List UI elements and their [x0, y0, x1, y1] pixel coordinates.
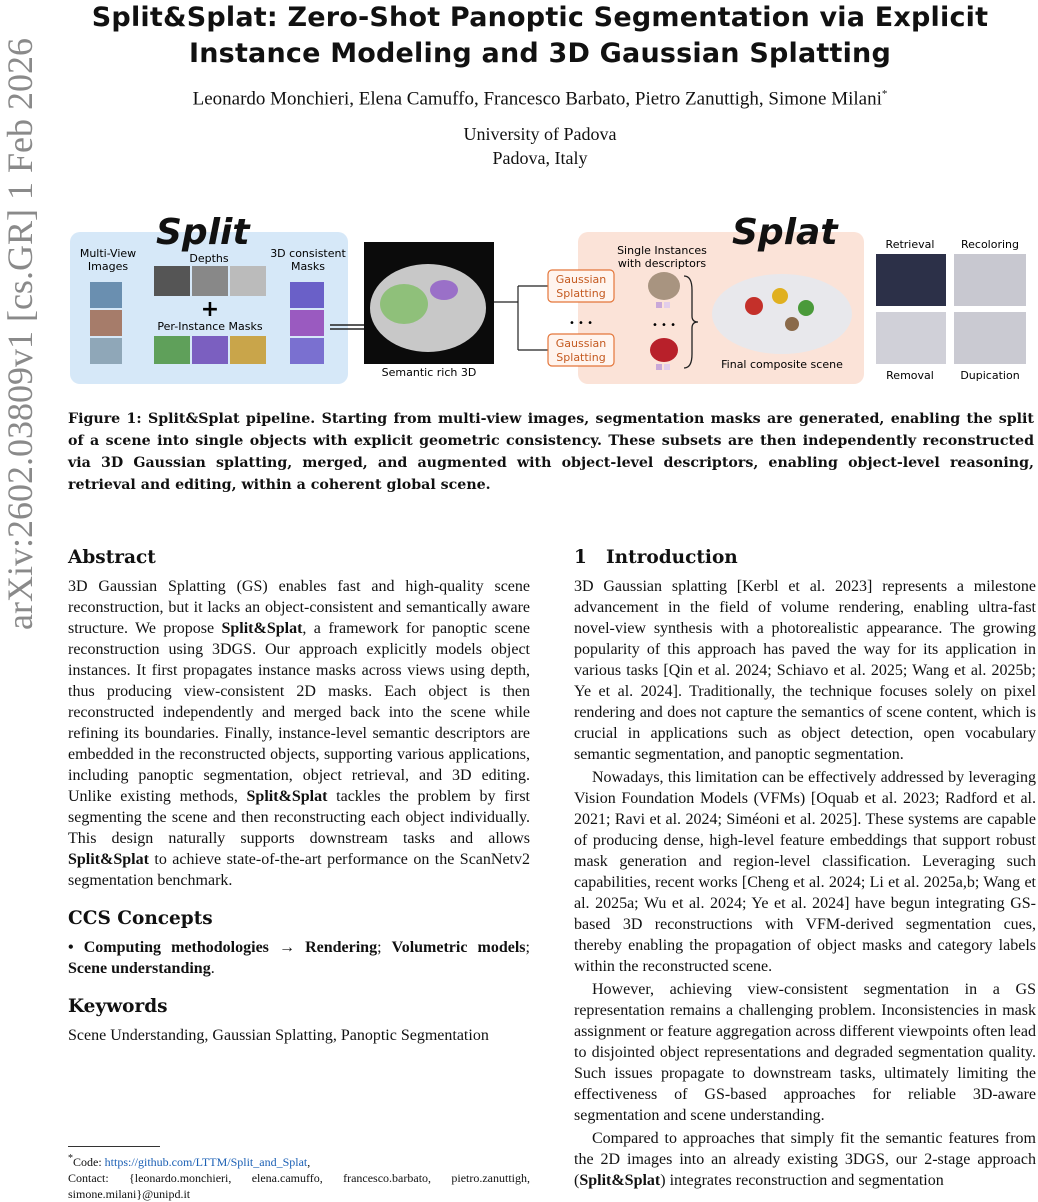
- instance-mask-3: [230, 336, 266, 364]
- instance-object-bottom: [650, 338, 678, 362]
- recoloring-label: Recoloring: [960, 238, 1020, 251]
- title-line-1: Split&Splat: Zero-Shot Panoptic Segmentation via Explicit: [91, 2, 989, 33]
- single-instances-label-2: with descriptors: [617, 257, 707, 270]
- recoloring-image: [954, 254, 1026, 306]
- consistent-mask-1: [290, 282, 324, 308]
- duplication-label: Dupication: [960, 369, 1020, 382]
- semantic-3d-region-green: [380, 284, 428, 324]
- per-instance-label: Per-Instance Masks: [157, 320, 263, 333]
- footnote: [68, 1146, 530, 1202]
- affiliation: [60, 122, 1020, 170]
- keywords-heading: Keywords: [68, 996, 168, 1017]
- removal-label: Removal: [886, 369, 934, 382]
- intro-paragraph-1: 3D Gaussian splatting [Kerbl et al. 2023] represents a milestone advancement in the field of volume rendering, enabling ultra-fast novel-view synthesis with a photorealistic appearance. The growing popularity of this approach has paved the way for its application in various tasks [Qin et al. 2024; Schiavo et al. 2025; Wang et al. 2025b; Ye et al. 2024]. Traditionally, the technique focuses solely on pixel rendering and does not capture the semantics of scene content, which is crucial in applications such as object detection, open vocabulary semantic segmentation, and panoptic segmentation.: [574, 578, 1036, 763]
- final-scene-label: Final composite scene: [721, 358, 843, 371]
- keywords-text: Scene Understanding, Gaussian Splatting, Panoptic Segmentation: [68, 1027, 489, 1044]
- depth-map-2: [192, 266, 228, 296]
- introduction-heading: 1 Introduction: [574, 547, 738, 568]
- retrieval-image: [876, 254, 946, 306]
- retrieval-label: Retrieval: [885, 238, 935, 251]
- splat-title: Splat: [732, 212, 838, 253]
- depth-map-3: [230, 266, 266, 296]
- gs-box-bottom-label-2: Splatting: [556, 351, 606, 364]
- ellipsis-left: • • •: [568, 318, 594, 329]
- final-scene-table: [712, 274, 852, 354]
- intro-paragraph-4: Compared to approaches that simply fit the semantic features from the 2D images into an already existing 3DGS, our 2-stage approach (Split&Splat) integrates reconstruction and segmentation: [574, 1130, 1036, 1189]
- paper-title: [60, 0, 1020, 72]
- multi-view-image-3: [90, 338, 122, 364]
- consistent-mask-2: [290, 310, 324, 336]
- gs-box-top-label-1: Gaussian: [555, 273, 607, 286]
- final-scene-object-4: [785, 317, 799, 331]
- authors-text: Leonardo Monchieri, Elena Camuffo, Francesco Barbato, Pietro Zanuttigh, Simone Milani: [192, 88, 882, 110]
- gs-box-bottom-label-1: Gaussian: [555, 337, 607, 350]
- footnote-contact: Contact: {leonardo.monchieri, elena.camuffo, francesco.barbato, pietro.zanuttigh, simone.milani}@unipd.it: [68, 1171, 530, 1201]
- footnote-rule: [68, 1146, 160, 1147]
- instance-mask-2: [192, 336, 228, 364]
- ellipsis-middle: • • •: [651, 320, 677, 331]
- pipeline-figure: [64, 210, 1034, 390]
- semantic-3d-region-purple: [430, 280, 458, 300]
- descriptor-swatch-top-2: [664, 302, 670, 308]
- code-link[interactable]: https://github.com/LTTM/Split_and_Splat: [104, 1155, 308, 1169]
- descriptor-swatch-bottom-2: [664, 364, 670, 370]
- figure-caption: Figure 1: Split&Splat pipeline. Starting from multi-view images, segmentation masks are generated, enabling the split of a scene into single objects with explicit geometric consistency. These subsets are then independently reconstructed via 3D Gaussian splatting, merged, and augmented with object-level descriptors, enabling object-level reasoning, retrieval and editing, within a coherent global scene.: [68, 411, 1034, 493]
- final-scene-object-2: [772, 288, 788, 304]
- author-list: [60, 88, 1020, 110]
- consistent-label-1: 3D consistent: [270, 247, 346, 260]
- final-scene-object-1: [745, 297, 763, 315]
- abstract-heading: Abstract: [68, 547, 156, 568]
- affiliation-university: University of Padova: [463, 124, 617, 144]
- plus-sign: +: [200, 297, 220, 322]
- semantic-3d-label: Semantic rich 3D: [381, 366, 477, 379]
- removal-image: [876, 312, 946, 364]
- affiliation-location: Padova, Italy: [492, 148, 588, 168]
- consistent-label-2: Masks: [290, 260, 326, 273]
- title-line-2: Instance Modeling and 3D Gaussian Splatting: [189, 38, 891, 69]
- consistent-mask-3: [290, 338, 324, 364]
- intro-paragraph-3: However, achieving view-consistent segmentation in a GS representation remains a challenging problem. Inconsistencies in mask assignment or feature aggregation across different viewpoints often lead to disjointed object representations and degraded segmentation quality. Such issues propagate to downstream tasks, ultimately limiting the effectiveness of GS-based approaches for reliable 3D-aware segmentation and scene understanding.: [574, 981, 1036, 1124]
- instance-mask-1: [154, 336, 190, 364]
- descriptor-swatch-top-1: [656, 302, 662, 308]
- multi-view-label-1: Multi-View: [79, 247, 137, 260]
- single-instances-label-1: Single Instances: [617, 244, 707, 257]
- instance-object-top: [648, 272, 680, 300]
- author-footnote-marker: *: [881, 88, 888, 100]
- final-scene-object-3: [798, 300, 814, 316]
- ccs-heading: CCS Concepts: [68, 908, 213, 929]
- multi-view-image-1: [90, 282, 122, 308]
- abstract-text: 3D Gaussian Splatting (GS) enables fast and high-quality scene reconstruction, but it lacks an object-consistent and semantically aware structure. We propose Split&Splat, a framework for panoptic scene reconstruction using 3DGS. Our approach explicitly models object instances. It first propagates instance masks across views using depth, thus producing view-consistent 2D masks. Each object is then reconstructed independently and merged back into the scene while refining its boundaries. Finally, instance-level semantic descriptors are embedded in the reconstructed objects, supporting various applications, including panoptic segmentation, object retrieval, and 3D editing. Unlike existing methods, Split&Splat tackles the problem by first segmenting the scene and then reconstructing each object individually. This design naturally supports downstream tasks and allows Split&Splat to achieve state-of-the-art performance on the ScanNetv2 segmentation benchmark.: [68, 578, 531, 889]
- right-column: [574, 544, 1036, 1191]
- intro-paragraph-2: Nowadays, this limitation can be effectively addressed by leveraging Vision Foundation Models (VFMs) [Oquab et al. 2023; Radford et al. 2021; Ravi et al. 2024; Siméoni et al. 2025]. These systems are capable of producing dense, high-level feature embeddings that support robust mask generation and region-level classification. Leveraging such capabilities, recent works [Cheng et al. 2024; Li et al. 2025a,b; Wang et al. 2025a; Wu et al. 2024; Ye et al. 2024] have begun integrating GS-based 3D reconstructions with VFM-derived segmentation cues, thereby enabling the propagation of object masks and category labels within the reconstructed scene.: [574, 769, 1036, 975]
- footnote-code: *Code: https://github.com/LTTM/Split_and_Splat,: [68, 1153, 311, 1169]
- multi-view-image-2: [90, 310, 122, 336]
- descriptor-swatch-bottom-1: [656, 364, 662, 370]
- duplication-image: [954, 312, 1026, 364]
- ccs-text: • Computing methodologies → Rendering; Volumetric models; Scene understanding.: [68, 939, 530, 977]
- depth-map-1: [154, 266, 190, 296]
- depths-label: Depths: [189, 252, 229, 265]
- multi-view-label-2: Images: [87, 260, 129, 273]
- arxiv-identifier: arXiv:2602.03809v1 [cs.GR] 1 Feb 2026: [0, 38, 40, 630]
- left-column: [68, 544, 530, 1046]
- gs-box-top-label-2: Splatting: [556, 287, 606, 300]
- split-title: Split: [156, 212, 250, 253]
